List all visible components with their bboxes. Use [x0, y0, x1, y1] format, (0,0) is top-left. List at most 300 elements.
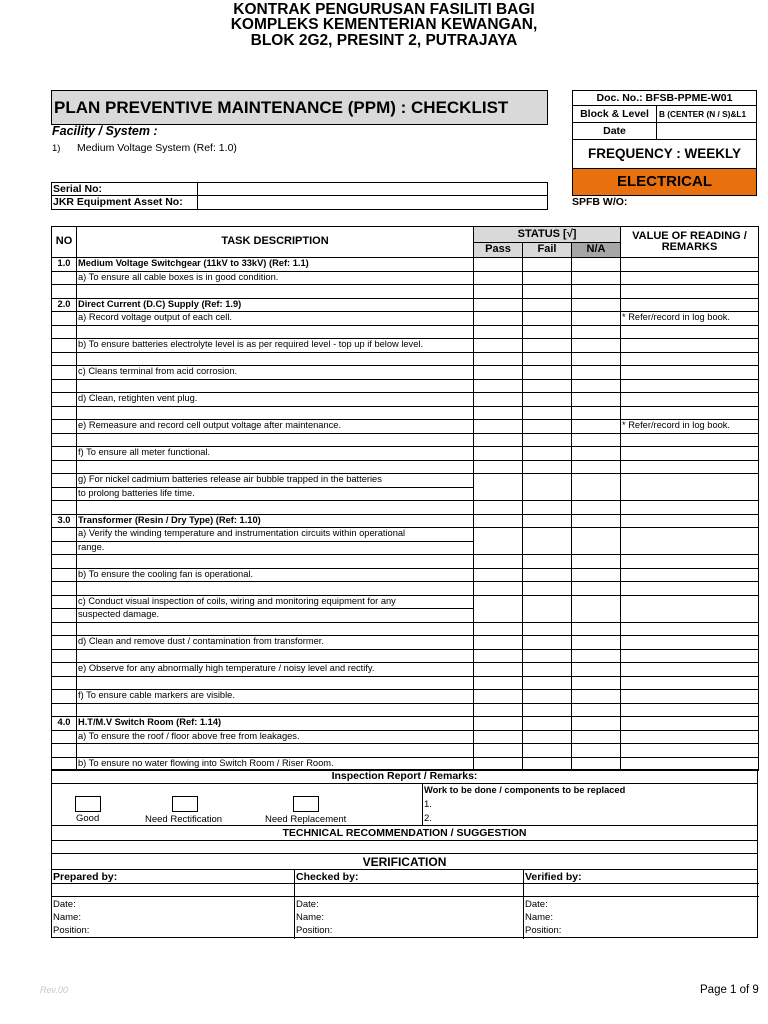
remark-cell[interactable]	[621, 487, 759, 501]
task-description: b) To ensure no water flowing into Switch Room / Riser Room.	[77, 757, 474, 771]
status-fail-cell[interactable]	[523, 609, 572, 623]
checked-by-label: Checked by:	[296, 871, 359, 883]
table-row	[52, 703, 759, 717]
status-pass-cell[interactable]	[474, 339, 523, 353]
need-replacement-label: Need Replacement	[265, 814, 347, 825]
frequency-label: FREQUENCY : WEEKLY	[572, 140, 757, 169]
status-na-cell[interactable]	[572, 298, 621, 312]
status-pass-cell[interactable]	[474, 717, 523, 731]
status-na-cell[interactable]	[572, 352, 621, 366]
status-pass-cell[interactable]	[474, 595, 523, 609]
prepared-position-label: Position:	[53, 925, 90, 936]
header-line-2: KOMPLEKS KEMENTERIAN KEWANGAN,	[230, 16, 538, 33]
status-fail-cell[interactable]	[523, 487, 572, 501]
row-number	[52, 541, 77, 555]
date-value[interactable]	[656, 123, 757, 140]
status-na-cell[interactable]	[572, 325, 621, 339]
section-title: Medium Voltage Switchgear (11kV to 33kV) (Ref: 1.1)	[77, 258, 474, 272]
remark-cell[interactable]	[621, 622, 759, 636]
task-description	[77, 379, 474, 393]
status-na-cell[interactable]	[572, 690, 621, 704]
task-description: b) To ensure the cooling fan is operational.	[77, 568, 474, 582]
status-na-cell[interactable]	[572, 420, 621, 434]
task-description: f) To ensure all meter functional.	[77, 447, 474, 461]
status-pass-cell[interactable]	[474, 474, 523, 488]
task-description	[77, 501, 474, 515]
task-description	[77, 676, 474, 690]
remark-cell[interactable]	[621, 406, 759, 420]
need-rectification-checkbox[interactable]	[172, 796, 198, 812]
verified-by-label: Verified by:	[525, 871, 582, 883]
status-pass-cell[interactable]	[474, 622, 523, 636]
tech-recommendation-field[interactable]	[51, 840, 758, 854]
block-level-label: Block & Level	[572, 106, 657, 123]
serial-label: Serial No:	[52, 183, 198, 196]
section-title: Transformer (Resin / Dry Type) (Ref: 1.10)	[77, 514, 474, 528]
table-row	[52, 568, 759, 582]
status-na-cell[interactable]	[572, 744, 621, 758]
section-row	[52, 298, 759, 312]
status-na-cell[interactable]	[572, 622, 621, 636]
table-row	[52, 663, 759, 677]
status-fail-cell[interactable]	[523, 258, 572, 272]
section-title: H.T/M.V Switch Room (Ref: 1.14)	[77, 717, 474, 731]
need-replacement-checkbox[interactable]	[293, 796, 319, 812]
remark-cell[interactable]	[621, 555, 759, 569]
spfb-wo-label: SPFB W/O:	[572, 196, 628, 208]
inspection-title: Inspection Report / Remarks:	[51, 769, 758, 784]
work-to-be-done	[422, 783, 758, 825]
row-number	[52, 501, 77, 515]
remark-cell[interactable]	[621, 474, 759, 488]
row-number: 1.0	[52, 258, 77, 272]
status-na-cell[interactable]	[572, 568, 621, 582]
table-row	[52, 406, 759, 420]
status-pass-cell[interactable]	[474, 541, 523, 555]
status-pass-cell[interactable]	[474, 568, 523, 582]
row-number	[52, 744, 77, 758]
status-na-cell[interactable]	[572, 271, 621, 285]
task-description	[77, 622, 474, 636]
checked-date-label: Date:	[296, 899, 319, 910]
status-na-cell[interactable]	[572, 312, 621, 326]
status-fail-cell[interactable]	[523, 393, 572, 407]
row-number	[52, 271, 77, 285]
verified-date-label: Date:	[525, 899, 548, 910]
status-fail-cell[interactable]	[523, 420, 572, 434]
status-fail-cell[interactable]	[523, 433, 572, 447]
status-fail-cell[interactable]	[523, 622, 572, 636]
remark-cell[interactable]	[621, 366, 759, 380]
row-number	[52, 649, 77, 663]
row-number	[52, 663, 77, 677]
facility-value: Medium Voltage System (Ref: 1.0)	[77, 142, 237, 154]
status-fail-cell[interactable]	[523, 447, 572, 461]
table-row	[52, 325, 759, 339]
row-number	[52, 325, 77, 339]
status-fail-cell[interactable]	[523, 406, 572, 420]
task-description: e) Observe for any abnormally high temperature / noisy level and rectify.	[77, 663, 474, 677]
status-na-cell[interactable]	[572, 406, 621, 420]
row-number	[52, 474, 77, 488]
table-row	[52, 622, 759, 636]
remark-cell[interactable]	[621, 676, 759, 690]
col-pass-header: Pass	[474, 242, 523, 258]
page-number: Page 1 of 9	[700, 984, 759, 996]
status-na-cell[interactable]	[572, 636, 621, 650]
task-description: e) Remeasure and record cell output voltage after maintenance.	[77, 420, 474, 434]
remark-cell[interactable]	[621, 460, 759, 474]
row-number	[52, 703, 77, 717]
remark-cell[interactable]	[621, 339, 759, 353]
remark-cell[interactable]	[621, 582, 759, 596]
status-fail-cell[interactable]	[523, 555, 572, 569]
task-description	[77, 582, 474, 596]
task-description	[77, 352, 474, 366]
status-fail-cell[interactable]	[523, 703, 572, 717]
table-row	[52, 595, 759, 609]
remark-cell[interactable]	[621, 663, 759, 677]
remark-cell[interactable]	[621, 717, 759, 731]
row-number: 3.0	[52, 514, 77, 528]
table-row	[52, 339, 759, 353]
task-description	[77, 744, 474, 758]
status-fail-cell[interactable]	[523, 271, 572, 285]
status-fail-cell[interactable]	[523, 366, 572, 380]
remark-cell[interactable]	[621, 649, 759, 663]
status-pass-cell[interactable]	[474, 514, 523, 528]
task-description	[77, 460, 474, 474]
task-description	[77, 649, 474, 663]
remark-cell[interactable]	[621, 744, 759, 758]
remark-cell[interactable]	[621, 298, 759, 312]
checked-name-label: Name:	[296, 912, 324, 923]
status-fail-cell[interactable]	[523, 514, 572, 528]
remark-cell[interactable]	[621, 501, 759, 515]
task-description: to prolong batteries life time.	[77, 487, 474, 501]
status-pass-cell[interactable]	[474, 312, 523, 326]
table-row	[52, 393, 759, 407]
status-fail-cell[interactable]	[523, 541, 572, 555]
status-na-cell[interactable]	[572, 514, 621, 528]
row-number	[52, 582, 77, 596]
status-pass-cell[interactable]	[474, 393, 523, 407]
status-pass-cell[interactable]	[474, 420, 523, 434]
status-pass-cell[interactable]	[474, 433, 523, 447]
status-na-cell[interactable]	[572, 447, 621, 461]
row-number	[52, 636, 77, 650]
status-pass-cell[interactable]	[474, 406, 523, 420]
row-number	[52, 460, 77, 474]
row-number	[52, 406, 77, 420]
status-na-cell[interactable]	[572, 595, 621, 609]
status-fail-cell[interactable]	[523, 717, 572, 731]
table-row	[52, 366, 759, 380]
table-row	[52, 555, 759, 569]
page-title: PLAN PREVENTIVE MAINTENANCE (PPM) : CHECKLIST	[51, 90, 548, 125]
status-fail-cell[interactable]	[523, 690, 572, 704]
row-number	[52, 568, 77, 582]
section-row	[52, 258, 759, 272]
status-pass-cell[interactable]	[474, 487, 523, 501]
status-pass-cell[interactable]	[474, 690, 523, 704]
task-description	[77, 555, 474, 569]
remark-cell[interactable]: * Refer/record in log book.	[621, 312, 759, 326]
section-title: Direct Current (D.C) Supply (Ref: 1.9)	[77, 298, 474, 312]
status-na-cell[interactable]	[572, 717, 621, 731]
col-fail-header: Fail	[523, 242, 572, 258]
status-fail-cell[interactable]	[523, 744, 572, 758]
prepared-date-label: Date:	[53, 899, 76, 910]
electrical-badge: ELECTRICAL	[572, 169, 757, 196]
task-description	[77, 285, 474, 299]
remark-cell[interactable]	[621, 352, 759, 366]
row-number	[52, 379, 77, 393]
serial-field[interactable]	[198, 183, 547, 196]
verified-name-label: Name:	[525, 912, 553, 923]
status-na-cell[interactable]	[572, 528, 621, 542]
checked-position-label: Position:	[296, 925, 333, 936]
remark-cell[interactable]	[621, 393, 759, 407]
table-row	[52, 474, 759, 488]
status-na-cell[interactable]	[572, 393, 621, 407]
remark-cell[interactable]	[621, 703, 759, 717]
status-na-cell[interactable]	[572, 379, 621, 393]
row-number	[52, 393, 77, 407]
status-pass-cell[interactable]	[474, 447, 523, 461]
row-number	[52, 312, 77, 326]
status-pass-cell[interactable]	[474, 352, 523, 366]
status-na-cell[interactable]	[572, 366, 621, 380]
status-fail-cell[interactable]	[523, 285, 572, 299]
remark-cell[interactable]	[621, 285, 759, 299]
col-task-header: TASK DESCRIPTION	[77, 227, 474, 258]
status-na-cell[interactable]	[572, 730, 621, 744]
task-description: c) Conduct visual inspection of coils, wiring and monitoring equipment for any	[77, 595, 474, 609]
status-na-cell[interactable]	[572, 433, 621, 447]
status-pass-cell[interactable]	[474, 285, 523, 299]
status-pass-cell[interactable]	[474, 528, 523, 542]
row-number	[52, 595, 77, 609]
revision-label: Rev.00	[40, 985, 68, 995]
status-pass-cell[interactable]	[474, 649, 523, 663]
table-row	[52, 433, 759, 447]
row-number	[52, 528, 77, 542]
status-pass-cell[interactable]	[474, 258, 523, 272]
doc-number: Doc. No.: BFSB-PPME-W01	[572, 90, 757, 106]
remark-cell[interactable]	[621, 379, 759, 393]
status-fail-cell[interactable]	[523, 339, 572, 353]
need-rectification-label: Need Rectification	[145, 814, 223, 825]
table-row	[52, 649, 759, 663]
status-na-cell[interactable]	[572, 663, 621, 677]
remark-cell[interactable]	[621, 528, 759, 542]
asset-field[interactable]	[198, 196, 547, 209]
row-number	[52, 420, 77, 434]
status-na-cell[interactable]	[572, 474, 621, 488]
status-pass-cell[interactable]	[474, 555, 523, 569]
status-fail-cell[interactable]	[523, 501, 572, 515]
status-na-cell[interactable]	[572, 609, 621, 623]
task-description: d) Clean, retighten vent plug.	[77, 393, 474, 407]
status-pass-cell[interactable]	[474, 609, 523, 623]
row-number	[52, 487, 77, 501]
task-description: a) Verify the winding temperature and instrumentation circuits within operational	[77, 528, 474, 542]
status-pass-cell[interactable]	[474, 460, 523, 474]
block-level-value: B (CENTER (N / S)&L1	[656, 106, 757, 123]
status-fail-cell[interactable]	[523, 298, 572, 312]
remark-cell[interactable]: * Refer/record in log book.	[621, 420, 759, 434]
remark-cell[interactable]	[621, 609, 759, 623]
facility-label: Facility / System :	[52, 124, 158, 138]
row-number	[52, 285, 77, 299]
table-row	[52, 487, 759, 501]
work-item-2: 2.	[424, 813, 432, 824]
status-pass-cell[interactable]	[474, 379, 523, 393]
table-row	[52, 379, 759, 393]
status-fail-cell[interactable]	[523, 582, 572, 596]
verification-grid	[51, 869, 758, 938]
prepared-by-label: Prepared by:	[53, 871, 118, 883]
status-na-cell[interactable]	[572, 582, 621, 596]
table-row	[52, 271, 759, 285]
header-line-3: BLOK 2G2, PRESINT 2, PUTRAJAYA	[250, 32, 518, 49]
status-na-cell[interactable]	[572, 676, 621, 690]
status-pass-cell[interactable]	[474, 501, 523, 515]
table-row	[52, 676, 759, 690]
status-fail-cell[interactable]	[523, 352, 572, 366]
status-fail-cell[interactable]	[523, 312, 572, 326]
table-row	[52, 352, 759, 366]
status-fail-cell[interactable]	[523, 325, 572, 339]
header-line-1: KONTRAK PENGURUSAN FASILITI BAGI	[233, 1, 535, 18]
status-pass-cell[interactable]	[474, 271, 523, 285]
remark-cell[interactable]	[621, 541, 759, 555]
remark-cell[interactable]	[621, 690, 759, 704]
good-checkbox[interactable]	[75, 796, 101, 812]
remark-cell[interactable]	[621, 433, 759, 447]
status-pass-cell[interactable]	[474, 676, 523, 690]
remark-cell[interactable]	[621, 595, 759, 609]
status-fail-cell[interactable]	[523, 649, 572, 663]
remark-cell[interactable]	[621, 271, 759, 285]
task-description: a) To ensure the roof / floor above free from leakages.	[77, 730, 474, 744]
status-fail-cell[interactable]	[523, 663, 572, 677]
table-row	[52, 420, 759, 434]
task-description	[77, 406, 474, 420]
status-na-cell[interactable]	[572, 460, 621, 474]
status-fail-cell[interactable]	[523, 460, 572, 474]
status-pass-cell[interactable]	[474, 730, 523, 744]
status-fail-cell[interactable]	[523, 379, 572, 393]
table-row	[52, 447, 759, 461]
status-pass-cell[interactable]	[474, 325, 523, 339]
status-na-cell[interactable]	[572, 555, 621, 569]
table-row	[52, 460, 759, 474]
row-number	[52, 352, 77, 366]
task-description: g) For nickel cadmium batteries release air bubble trapped in the batteries	[77, 474, 474, 488]
row-number: 4.0	[52, 717, 77, 731]
status-na-cell[interactable]	[572, 541, 621, 555]
row-number	[52, 433, 77, 447]
status-na-cell[interactable]	[572, 501, 621, 515]
status-na-cell[interactable]	[572, 285, 621, 299]
remark-cell[interactable]	[621, 325, 759, 339]
status-pass-cell[interactable]	[474, 298, 523, 312]
row-number	[52, 366, 77, 380]
row-number	[52, 730, 77, 744]
table-row	[52, 582, 759, 596]
status-pass-cell[interactable]	[474, 663, 523, 677]
task-description: d) Clean and remove dust / contamination from transformer.	[77, 636, 474, 650]
task-description	[77, 433, 474, 447]
remark-cell[interactable]	[621, 730, 759, 744]
row-number	[52, 555, 77, 569]
status-na-cell[interactable]	[572, 703, 621, 717]
status-fail-cell[interactable]	[523, 528, 572, 542]
status-na-cell[interactable]	[572, 649, 621, 663]
prepared-name-label: Name:	[53, 912, 81, 923]
table-row	[52, 528, 759, 542]
table-row	[52, 744, 759, 758]
status-pass-cell[interactable]	[474, 703, 523, 717]
verification-title: VERIFICATION	[51, 853, 758, 870]
row-number	[52, 339, 77, 353]
task-description	[77, 703, 474, 717]
row-number	[52, 622, 77, 636]
remark-cell[interactable]	[621, 258, 759, 272]
section-row	[52, 514, 759, 528]
status-fail-cell[interactable]	[523, 636, 572, 650]
status-fail-cell[interactable]	[523, 676, 572, 690]
status-na-cell[interactable]	[572, 339, 621, 353]
task-description: b) To ensure batteries electrolyte level is as per required level - top up if below level.	[77, 339, 474, 353]
status-fail-cell[interactable]	[523, 730, 572, 744]
status-pass-cell[interactable]	[474, 636, 523, 650]
status-pass-cell[interactable]	[474, 366, 523, 380]
row-number	[52, 447, 77, 461]
inspection-body	[51, 783, 758, 825]
remark-cell[interactable]	[621, 568, 759, 582]
task-description: c) Cleans terminal from acid corrosion.	[77, 366, 474, 380]
work-title: Work to be done / components to be replaced	[424, 785, 626, 795]
status-fail-cell[interactable]	[523, 568, 572, 582]
asset-label: JKR Equipment Asset No:	[52, 196, 198, 209]
task-description: suspected damage.	[77, 609, 474, 623]
date-label: Date	[572, 123, 657, 140]
remark-cell[interactable]	[621, 514, 759, 528]
status-pass-cell[interactable]	[474, 744, 523, 758]
col-value-header: VALUE OF READING / REMARKS	[621, 227, 759, 258]
checklist-table	[51, 226, 759, 771]
status-fail-cell[interactable]	[523, 595, 572, 609]
good-label: Good	[76, 813, 100, 824]
col-na-header: N/A	[572, 242, 621, 258]
status-pass-cell[interactable]	[474, 582, 523, 596]
table-row	[52, 636, 759, 650]
status-na-cell[interactable]	[572, 258, 621, 272]
task-description	[77, 325, 474, 339]
remark-cell[interactable]	[621, 447, 759, 461]
tech-recommendation-title: TECHNICAL RECOMMENDATION / SUGGESTION	[51, 825, 758, 841]
row-number: 2.0	[52, 298, 77, 312]
verified-position-label: Position:	[525, 925, 562, 936]
status-fail-cell[interactable]	[523, 474, 572, 488]
remark-cell[interactable]	[621, 636, 759, 650]
table-row	[52, 501, 759, 515]
status-na-cell[interactable]	[572, 487, 621, 501]
row-number	[52, 676, 77, 690]
